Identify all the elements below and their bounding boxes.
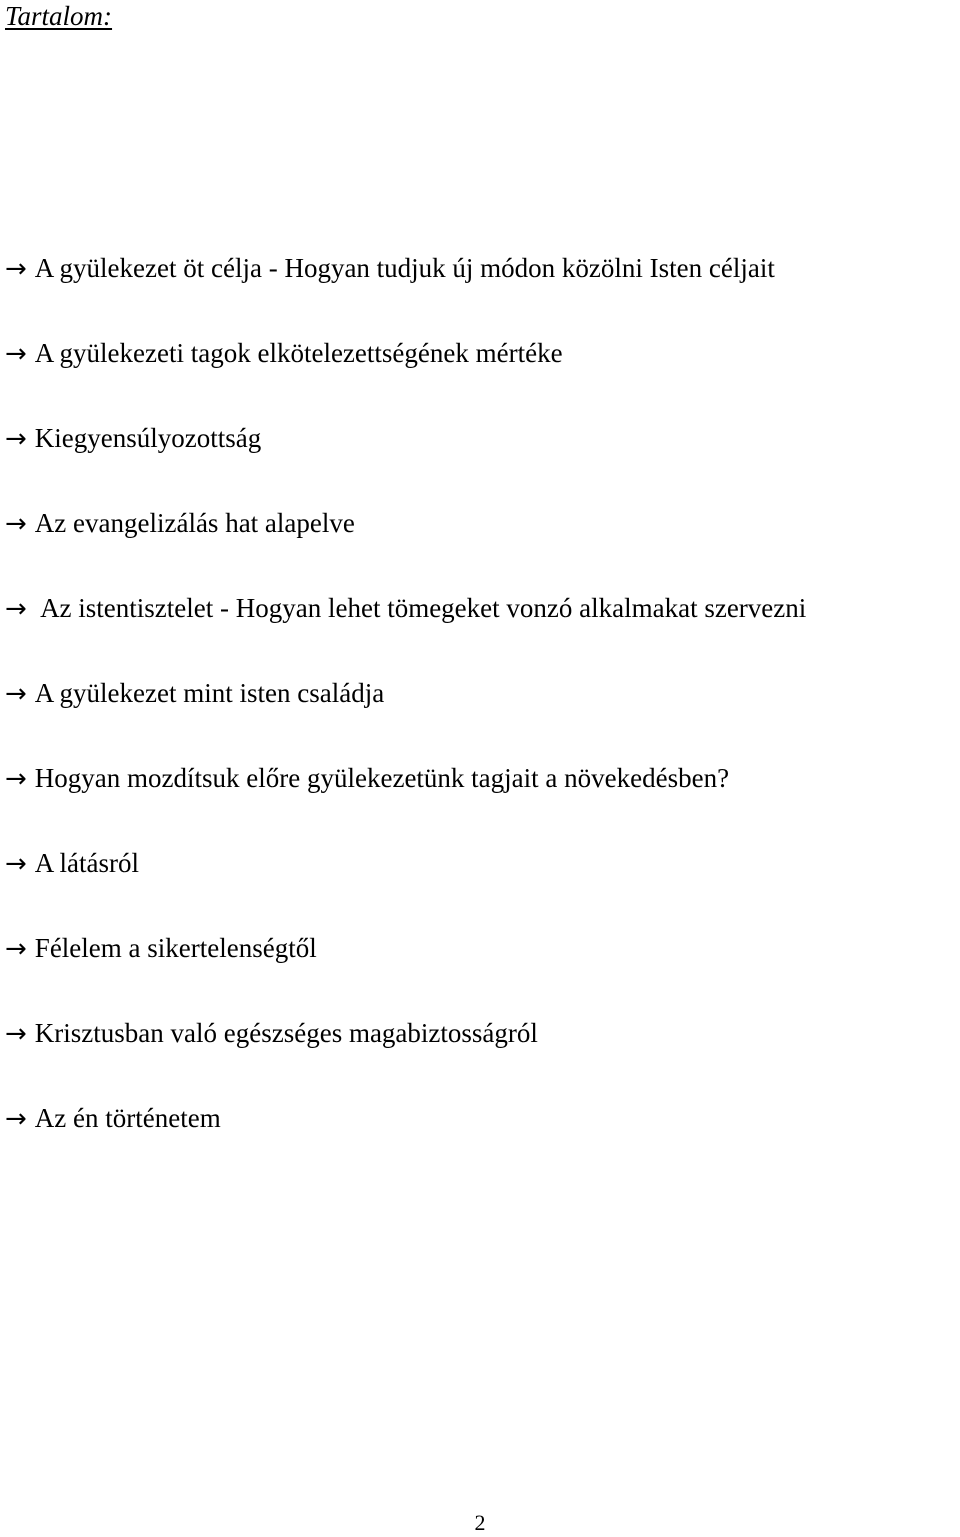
toc-item [5, 1005, 956, 1062]
arrow-right-icon: → [5, 339, 27, 369]
toc-item [5, 665, 956, 722]
arrow-right-icon: → [5, 679, 27, 709]
toc-item [5, 1090, 956, 1147]
toc-item-text: Kiegyensúlyozottság [34, 423, 262, 453]
toc-item [5, 325, 956, 382]
arrow-right-icon: → [5, 509, 27, 539]
toc-item-text: A gyülekezet mint isten családja [34, 678, 385, 708]
toc-item-text: A gyülekezet öt célja - Hogyan tudjuk új módon közölni Isten céljait [34, 253, 775, 283]
toc-item [5, 920, 956, 977]
arrow-right-icon: → [5, 764, 27, 794]
toc-item-text: Krisztusban való egészséges magabiztosságról [34, 1018, 538, 1048]
arrow-right-icon: → [5, 424, 27, 454]
page-number: 2 [474, 1510, 486, 1535]
toc-item-text: Hogyan mozdítsuk előre gyülekezetünk tagjait a növekedésben? [34, 763, 730, 793]
arrow-right-icon: → [5, 1019, 27, 1049]
toc-item-text: Az én történetem [34, 1103, 221, 1133]
table-of-contents [5, 240, 956, 1175]
arrow-right-icon: → [5, 1104, 27, 1134]
arrow-right-icon: → [5, 594, 27, 624]
toc-item-text: Az evangelizálás hat alapelve [34, 508, 355, 538]
toc-item-text: A gyülekezeti tagok elkötelezettségének mértéke [34, 338, 563, 368]
toc-item [5, 410, 956, 467]
toc-item-text: Félelem a sikertelenségtől [34, 933, 317, 963]
toc-item [5, 495, 956, 552]
toc-item [5, 580, 956, 637]
toc-item [5, 835, 956, 892]
toc-item-text: Az istentisztelet - Hogyan lehet tömegeket vonzó alkalmakat szervezni [40, 593, 807, 623]
arrow-right-icon: → [5, 254, 27, 284]
arrow-right-icon: → [5, 849, 27, 879]
toc-heading: Tartalom: [5, 1, 113, 31]
arrow-right-icon: → [5, 934, 27, 964]
toc-item [5, 750, 956, 807]
toc-item-text: A látásról [34, 848, 140, 878]
toc-item [5, 240, 956, 297]
